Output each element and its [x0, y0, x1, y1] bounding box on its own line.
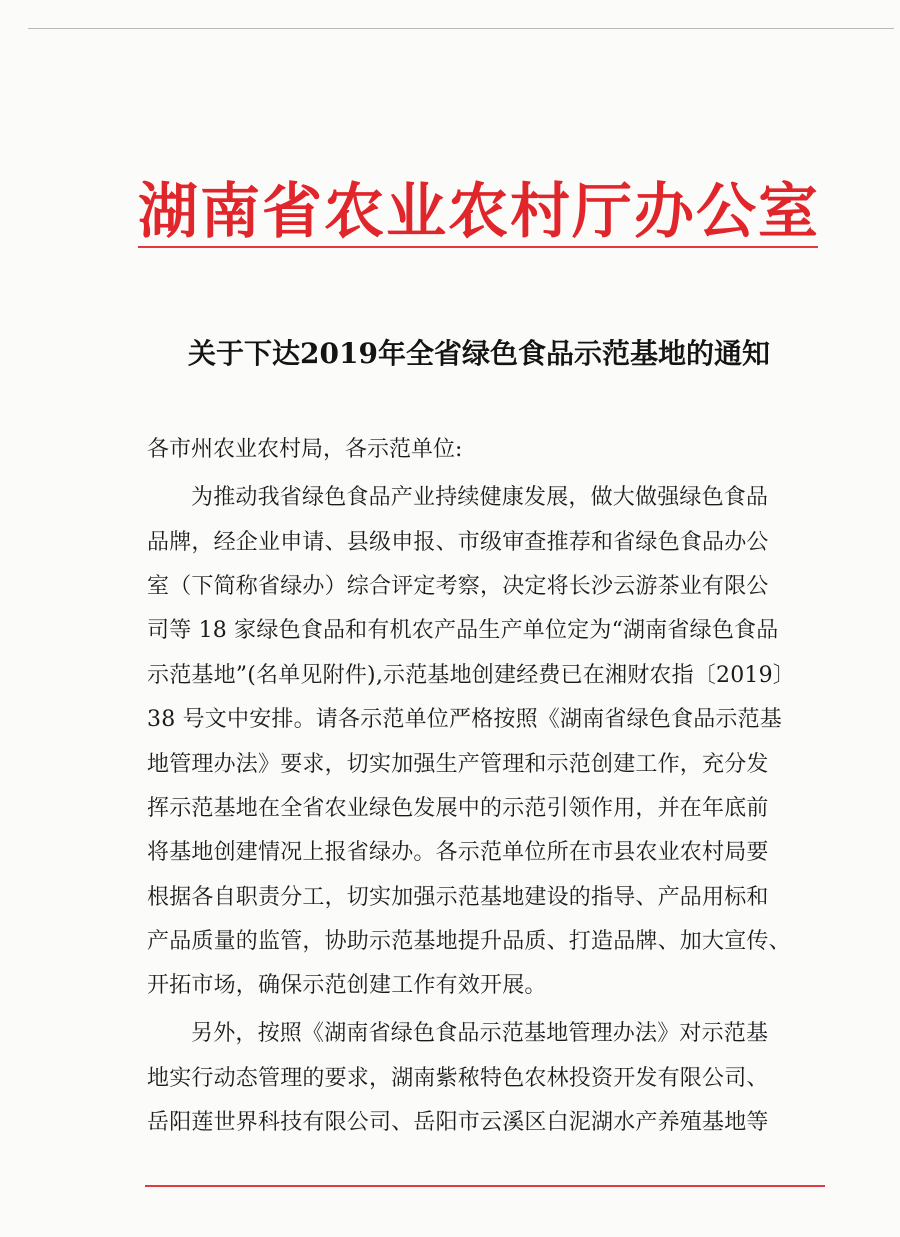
footer-red-rule — [145, 1185, 825, 1187]
salutation: 各市州农业农村局，各示范单位: — [147, 437, 463, 462]
notice-title: 关于下达2019年全省绿色食品示范基地的通知 — [188, 337, 770, 370]
body-line: 岳阳莲世界科技有限公司、岳阳市云溪区白泥湖水产养殖基地等 — [147, 1110, 769, 1135]
header-red-rule — [138, 246, 818, 248]
body-line: 为推动我省绿色食品产业持续健康发展，做大做强绿色食品 — [191, 485, 769, 510]
body-line: 室（下简称省绿办）综合评定考察，决定将长沙云游茶业有限公 — [147, 574, 769, 599]
issuing-office-header: 湖南省农业农村厅办公室 — [138, 177, 820, 247]
body-line: 将基地创建情况上报省绿办。各示范单位所在市县农业农村局要 — [147, 840, 769, 865]
body-line: 品牌，经企业申请、县级申报、市级审查推荐和省绿色食品办公 — [147, 530, 769, 555]
body-line: 另外，按照《湖南省绿色食品示范基地管理办法》对示范基 — [191, 1021, 769, 1046]
body-line: 开拓市场，确保示范创建工作有效开展。 — [147, 973, 547, 998]
body-line: 挥示范基地在全省农业绿色发展中的示范引领作用，并在年底前 — [147, 796, 769, 821]
body-line: 地实行动态管理的要求，湖南紫秾特色农林投资开发有限公司、 — [147, 1066, 769, 1091]
body-line: 地管理办法》要求，切实加强生产管理和示范创建工作，充分发 — [147, 752, 769, 777]
body-line: 产品质量的监管，协助示范基地提升品质、打造品牌、加大宣传、 — [147, 929, 791, 954]
body-line: 司等 18 家绿色食品和有机农产品生产单位定为“湖南省绿色食品 — [147, 618, 779, 643]
body-line: 根据各自职责分工，切实加强示范基地建设的指导、产品用标和 — [147, 885, 769, 910]
scan-edge-line — [28, 28, 894, 29]
body-line: 示范基地”(名单见附件),示范基地创建经费已在湘财农指〔2019〕 — [147, 663, 795, 688]
body-line: 38 号文中安排。请各示范单位严格按照《湖南省绿色食品示范基 — [147, 707, 782, 732]
